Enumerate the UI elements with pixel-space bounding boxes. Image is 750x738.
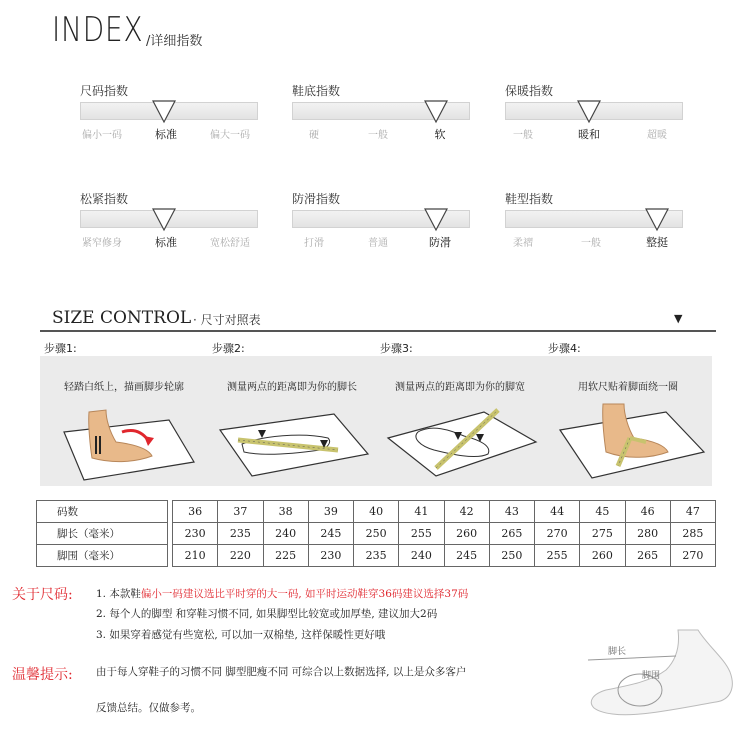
- step-description: 测量两点的距离即为你的脚宽: [395, 382, 525, 393]
- table-cell: 280: [625, 523, 670, 545]
- table-cell: 36: [173, 501, 218, 523]
- table-cell: 44: [535, 501, 580, 523]
- step-description: 轻踏白纸上，描画脚步轮廓: [64, 382, 184, 393]
- meter-fit: [80, 190, 258, 260]
- step-4: [544, 340, 714, 488]
- size-control-title: SIZE CONTROL: [52, 308, 192, 328]
- table-cell: 230: [308, 545, 353, 567]
- meter-label: 柔褶: [513, 238, 533, 249]
- table-cell: 235: [218, 523, 263, 545]
- table-cell: 245: [444, 545, 489, 567]
- ruler-length-icon: [212, 402, 372, 482]
- table-cell: 265: [625, 545, 670, 567]
- table-cell: 225: [263, 545, 308, 567]
- table-cell: 45: [580, 501, 625, 523]
- size-control-subtitle: · 尺寸对照表: [193, 313, 261, 327]
- table-cell: 220: [218, 545, 263, 567]
- note-highlight: 偏小一码建议选比平时穿的大一码, 如平时运动鞋穿36码建议选择37码: [140, 588, 469, 600]
- step-header: 步骤4:: [548, 342, 581, 355]
- table-cell: 275: [580, 523, 625, 545]
- meter-label-selected: 软: [434, 128, 446, 141]
- size-note-line-3: 3. 如果穿着感觉有些宽松, 可以加一双棉垫, 这样保暖性更好哦: [96, 629, 386, 641]
- table-row: [37, 545, 716, 567]
- table-cell: 38: [263, 501, 308, 523]
- foot-girth-label: 脚围: [642, 671, 661, 681]
- triangle-down-icon: ▼: [674, 312, 683, 325]
- row-label: 码数: [37, 501, 168, 523]
- table-cell: 265: [489, 523, 534, 545]
- meter-warmth: [505, 82, 683, 152]
- meter-label: 一般: [513, 130, 533, 141]
- step-header: 步骤1:: [44, 342, 77, 355]
- tip-label: 温馨提示:: [12, 667, 73, 683]
- meter-label: 一般: [581, 238, 601, 249]
- size-note-line-1: [96, 586, 468, 601]
- meter-label: 紧窄修身: [82, 238, 122, 249]
- index-subtitle: /详细指数: [146, 34, 203, 49]
- foot-diagram-icon: [580, 628, 740, 732]
- meter-label-selected: 防滑: [429, 236, 451, 249]
- note-text: 1. 本款鞋: [96, 588, 141, 600]
- meter-label-selected: 标准: [155, 128, 177, 141]
- table-cell: 240: [399, 545, 444, 567]
- table-cell: 240: [263, 523, 308, 545]
- table-cell: 47: [670, 501, 715, 523]
- table-cell: 245: [308, 523, 353, 545]
- table-cell: 43: [489, 501, 534, 523]
- table-cell: 42: [444, 501, 489, 523]
- table-row: [37, 523, 716, 545]
- table-row: [37, 501, 716, 523]
- table-cell: 230: [173, 523, 218, 545]
- table-cell: 270: [670, 545, 715, 567]
- row-label: 脚长（毫米）: [37, 523, 168, 545]
- row-label: 脚围（毫米）: [37, 545, 168, 567]
- step-header: 步骤3:: [380, 342, 413, 355]
- tip-line-1: 由于每人穿鞋子的习惯不同 脚型肥瘦不同 可综合以上数据选择, 以上是众多客户: [96, 666, 467, 678]
- meter-label: 硬: [309, 130, 319, 141]
- tip-line-2: 反馈总结。仅做参考。: [96, 702, 201, 714]
- meter-title: 松紧指数: [80, 192, 129, 206]
- table-cell: 255: [535, 545, 580, 567]
- meter-title: 防滑指数: [292, 192, 341, 206]
- meter-label: 宽松舒适: [210, 238, 250, 249]
- step-1: [40, 340, 210, 488]
- size-table: [36, 500, 716, 567]
- meter-slip: [292, 190, 470, 260]
- step-header: 步骤2:: [212, 342, 245, 355]
- table-cell: 235: [354, 545, 399, 567]
- step-panel: [544, 356, 712, 486]
- table-cell: 260: [444, 523, 489, 545]
- meter-label: 打滑: [304, 238, 324, 249]
- meter-shape: [505, 190, 683, 260]
- size-note-label: 关于尺码:: [12, 587, 73, 603]
- table-cell: 37: [218, 501, 263, 523]
- step-description: 测量两点的距离即为你的脚长: [227, 382, 357, 393]
- table-cell: 260: [580, 545, 625, 567]
- meter-label: 偏小一码: [82, 130, 122, 141]
- meter-label: 超暖: [647, 130, 667, 141]
- table-cell: 39: [308, 501, 353, 523]
- meter-label-selected: 整挺: [646, 236, 668, 249]
- meter-size: [80, 82, 258, 152]
- table-cell: 270: [535, 523, 580, 545]
- step-2: [208, 340, 378, 488]
- step-description: 用软尺贴着脚面绕一圈: [578, 382, 678, 393]
- meter-label-selected: 标准: [155, 236, 177, 249]
- step-panel: [40, 356, 208, 486]
- table-cell: 210: [173, 545, 218, 567]
- table-cell: 285: [670, 523, 715, 545]
- foot-tracing-icon: [44, 402, 204, 482]
- foot-girth-icon: [548, 402, 708, 482]
- meter-label-selected: 暖和: [578, 128, 600, 141]
- meter-title: 尺码指数: [80, 84, 129, 98]
- index-title: INDEX: [52, 10, 144, 50]
- table-cell: 41: [399, 501, 444, 523]
- section-divider: [40, 330, 716, 332]
- step-3: [376, 340, 546, 488]
- size-note-line-2: 2. 每个人的脚型 和穿鞋习惯不同, 如果脚型比较宽或加厚垫, 建议加大2码: [96, 608, 438, 620]
- meter-title: 保暖指数: [505, 84, 554, 98]
- meter-label: 偏大一码: [210, 130, 250, 141]
- foot-length-label: 脚长: [608, 647, 627, 657]
- meter-title: 鞋底指数: [292, 84, 341, 98]
- step-panel: [208, 356, 376, 486]
- table-cell: 250: [354, 523, 399, 545]
- meter-label: 一般: [368, 130, 388, 141]
- meter-sole: [292, 82, 470, 152]
- step-panel: [376, 356, 544, 486]
- ruler-width-icon: [380, 402, 540, 482]
- table-cell: 255: [399, 523, 444, 545]
- meter-title: 鞋型指数: [505, 192, 554, 206]
- table-cell: 40: [354, 501, 399, 523]
- table-cell: 46: [625, 501, 670, 523]
- meter-label: 普通: [368, 238, 388, 249]
- table-cell: 250: [489, 545, 534, 567]
